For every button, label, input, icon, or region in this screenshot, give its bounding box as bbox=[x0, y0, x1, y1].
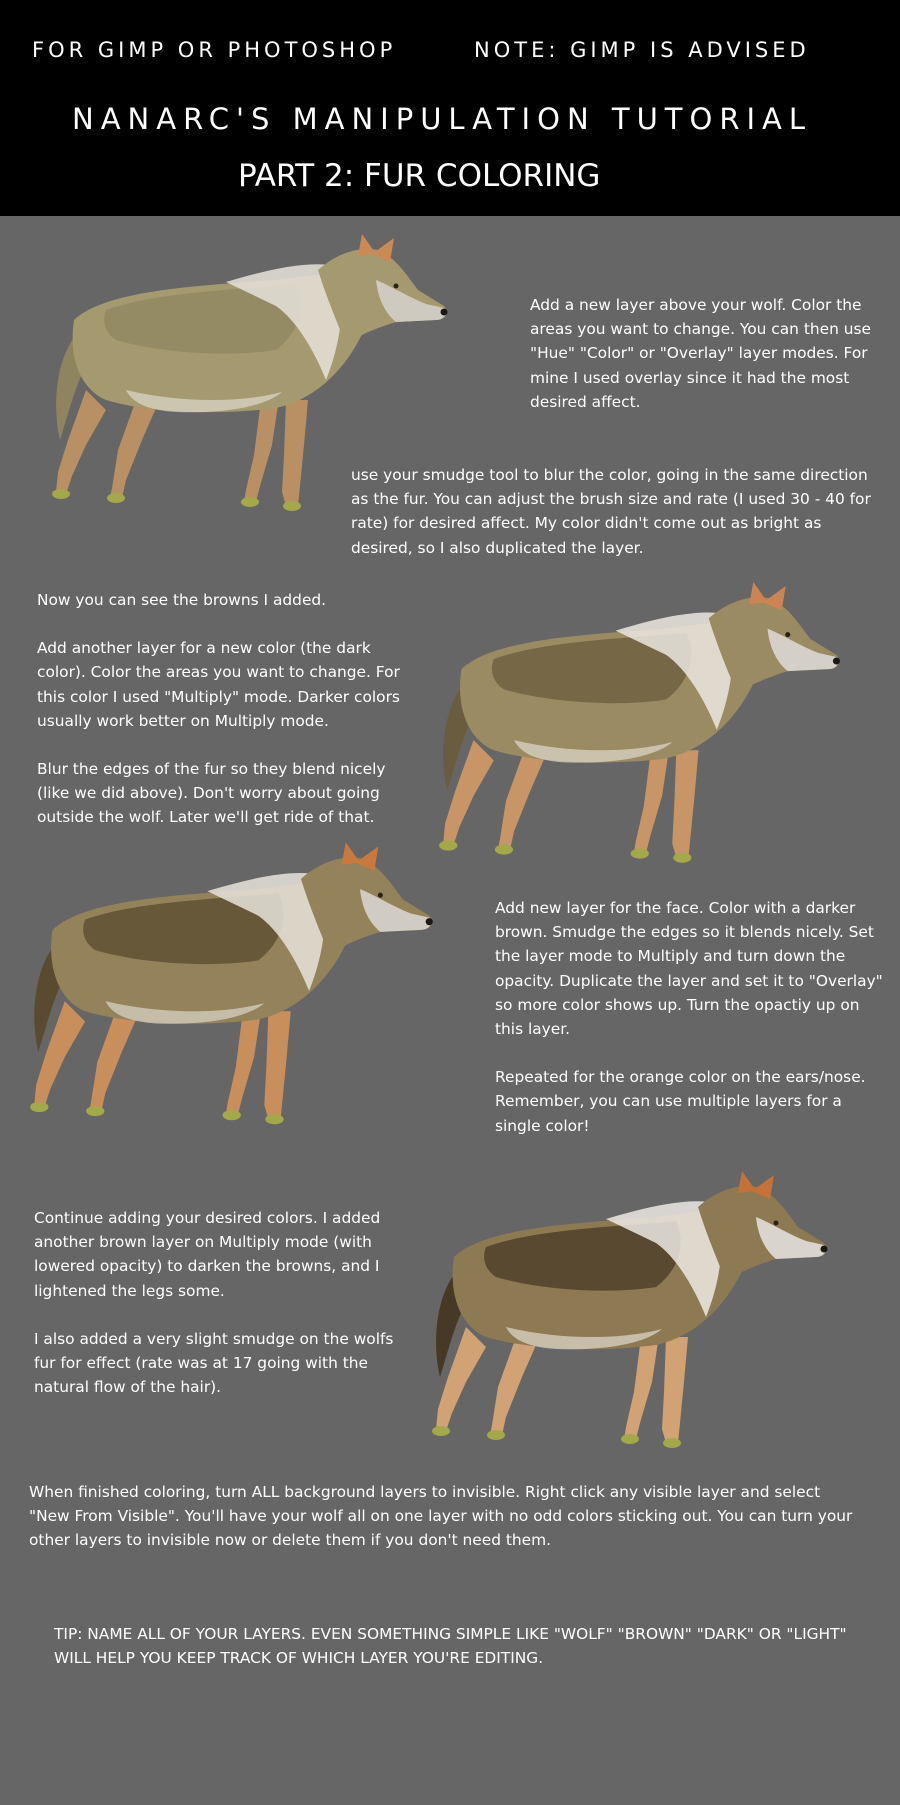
step-3-paragraph-c: Blur the edges of the fur so they blend nicely (like we did above). Don't worry about going outside the wolf. Later we'll get ride of that. bbox=[37, 760, 386, 827]
step-6-text bbox=[29, 1480, 859, 1553]
wolf-nose bbox=[426, 918, 433, 925]
wolf-nose bbox=[821, 1246, 828, 1253]
wolf-paw bbox=[241, 497, 259, 507]
wolf-eye bbox=[774, 1221, 779, 1226]
wolf-paw bbox=[487, 1430, 505, 1440]
wolf-paw bbox=[283, 501, 301, 511]
step-5-text bbox=[34, 1206, 404, 1399]
wolf-dark-layer-icon bbox=[24, 846, 472, 1146]
wolf-leg bbox=[89, 1011, 136, 1111]
wolf-paw bbox=[52, 489, 70, 499]
wolf-smudged-icon bbox=[433, 585, 879, 885]
step-3-paragraph-b: Add another layer for a new color (the dark color). Color the areas you want to change. For this color I used "Multiply" mode. Darker colors usually work better on Multiply mode. bbox=[37, 639, 400, 730]
wolf-eye bbox=[785, 632, 790, 637]
wolf-paw bbox=[107, 493, 125, 503]
wolf-ear bbox=[738, 1171, 756, 1193]
step-4-paragraph-a: Add new layer for the face. Color with a darker brown. Smudge the edges so it blends nicely. Set the layer mode to Multiply and turn down the opacity. Duplicate the layer and set it to "Overlay" so more color shows up. Turn the opactiy up on this layer. bbox=[495, 899, 883, 1039]
wolf-paw bbox=[621, 1434, 639, 1444]
wolf-leg bbox=[624, 1337, 658, 1439]
wolf-eye bbox=[378, 893, 383, 898]
wolf-final-icon bbox=[426, 1172, 866, 1472]
wolf-paw bbox=[30, 1102, 48, 1112]
wolf-leg bbox=[662, 1337, 688, 1443]
step-6-paragraph: When finished coloring, turn ALL background layers to invisible. Right click any visible layer and select "New From Visible". You'll have your wolf all on one layer with no odd colors sticking out. You can turn your other layers to invisible now or delete them if you don't need them. bbox=[29, 1483, 853, 1550]
wolf-ear bbox=[749, 582, 767, 604]
wolf-leg bbox=[264, 1011, 290, 1119]
wolf-leg bbox=[226, 1011, 261, 1115]
wolf-paw bbox=[265, 1114, 283, 1124]
wolf-nose bbox=[441, 309, 448, 316]
wolf-paw bbox=[673, 853, 691, 863]
step-3-paragraph-a: Now you can see the browns I added. bbox=[37, 591, 327, 609]
step-2-text bbox=[351, 463, 881, 560]
wolf-paw bbox=[495, 844, 513, 854]
wolf-leg bbox=[282, 400, 308, 506]
tip-paragraph: TIP: NAME ALL OF YOUR LAYERS. EVEN SOMETHING SIMPLE LIKE "WOLF" "BROWN" "DARK" OR "LIGHT" WILL HELP YOU KEEP TRACK OF WHICH LAYER YOU'RE EDITING. bbox=[54, 1625, 847, 1668]
wolf-paw bbox=[86, 1106, 104, 1116]
wolf-leg bbox=[110, 400, 156, 498]
gimp-advised-note: NOTE: GIMP IS ADVISED bbox=[474, 38, 810, 62]
wolf-paw bbox=[223, 1110, 241, 1120]
wolf-leg bbox=[244, 400, 278, 502]
step-1-text bbox=[530, 293, 880, 414]
wolf-leg bbox=[498, 750, 545, 849]
wolf-eye bbox=[394, 284, 399, 289]
step-4-text bbox=[495, 896, 890, 1138]
wolf-leg bbox=[672, 750, 698, 857]
wolf-ear bbox=[342, 842, 360, 864]
software-note: FOR GIMP OR PHOTOSHOP bbox=[32, 38, 397, 62]
tutorial-title: NANARC'S MANIPULATION TUTORIAL bbox=[72, 102, 813, 136]
wolf-leg bbox=[490, 1337, 536, 1435]
step-2-paragraph: use your smudge tool to blur the color, going in the same direction as the fur. You can adjust the brush size and rate (I used 30 - 40 for rate) for desired affect. My color didn't come out as bright as desired, so I also duplicated the layer. bbox=[351, 466, 871, 557]
step-4-paragraph-b: Repeated for the orange color on the ears/nose. Remember, you can use multiple layers for a single color! bbox=[495, 1068, 866, 1135]
step-1-paragraph: Add a new layer above your wolf. Color the areas you want to change. You can then use "Hue" "Color" or "Overlay" layer modes. For mine I used overlay since it had the most desired affect. bbox=[530, 296, 871, 411]
step-3-text bbox=[37, 588, 412, 830]
wolf-nose bbox=[833, 657, 840, 664]
step-5-paragraph-a: Continue adding your desired colors. I added another brown layer on Multiply mode (with lowered opacity) to darken the browns, and I lightened the legs some. bbox=[34, 1209, 381, 1300]
tutorial-subtitle: PART 2: FUR COLORING bbox=[238, 158, 601, 194]
tip-text bbox=[54, 1622, 869, 1670]
wolf-leg bbox=[634, 750, 668, 853]
wolf-ear bbox=[358, 234, 376, 256]
wolf-paw bbox=[432, 1426, 450, 1436]
header-banner bbox=[0, 0, 900, 216]
wolf-paw bbox=[631, 849, 649, 859]
wolf-paw bbox=[663, 1438, 681, 1448]
step-5-paragraph-b: I also added a very slight smudge on the wolfs fur for effect (rate was at 17 going with the natural flow of the hair). bbox=[34, 1329, 394, 1397]
